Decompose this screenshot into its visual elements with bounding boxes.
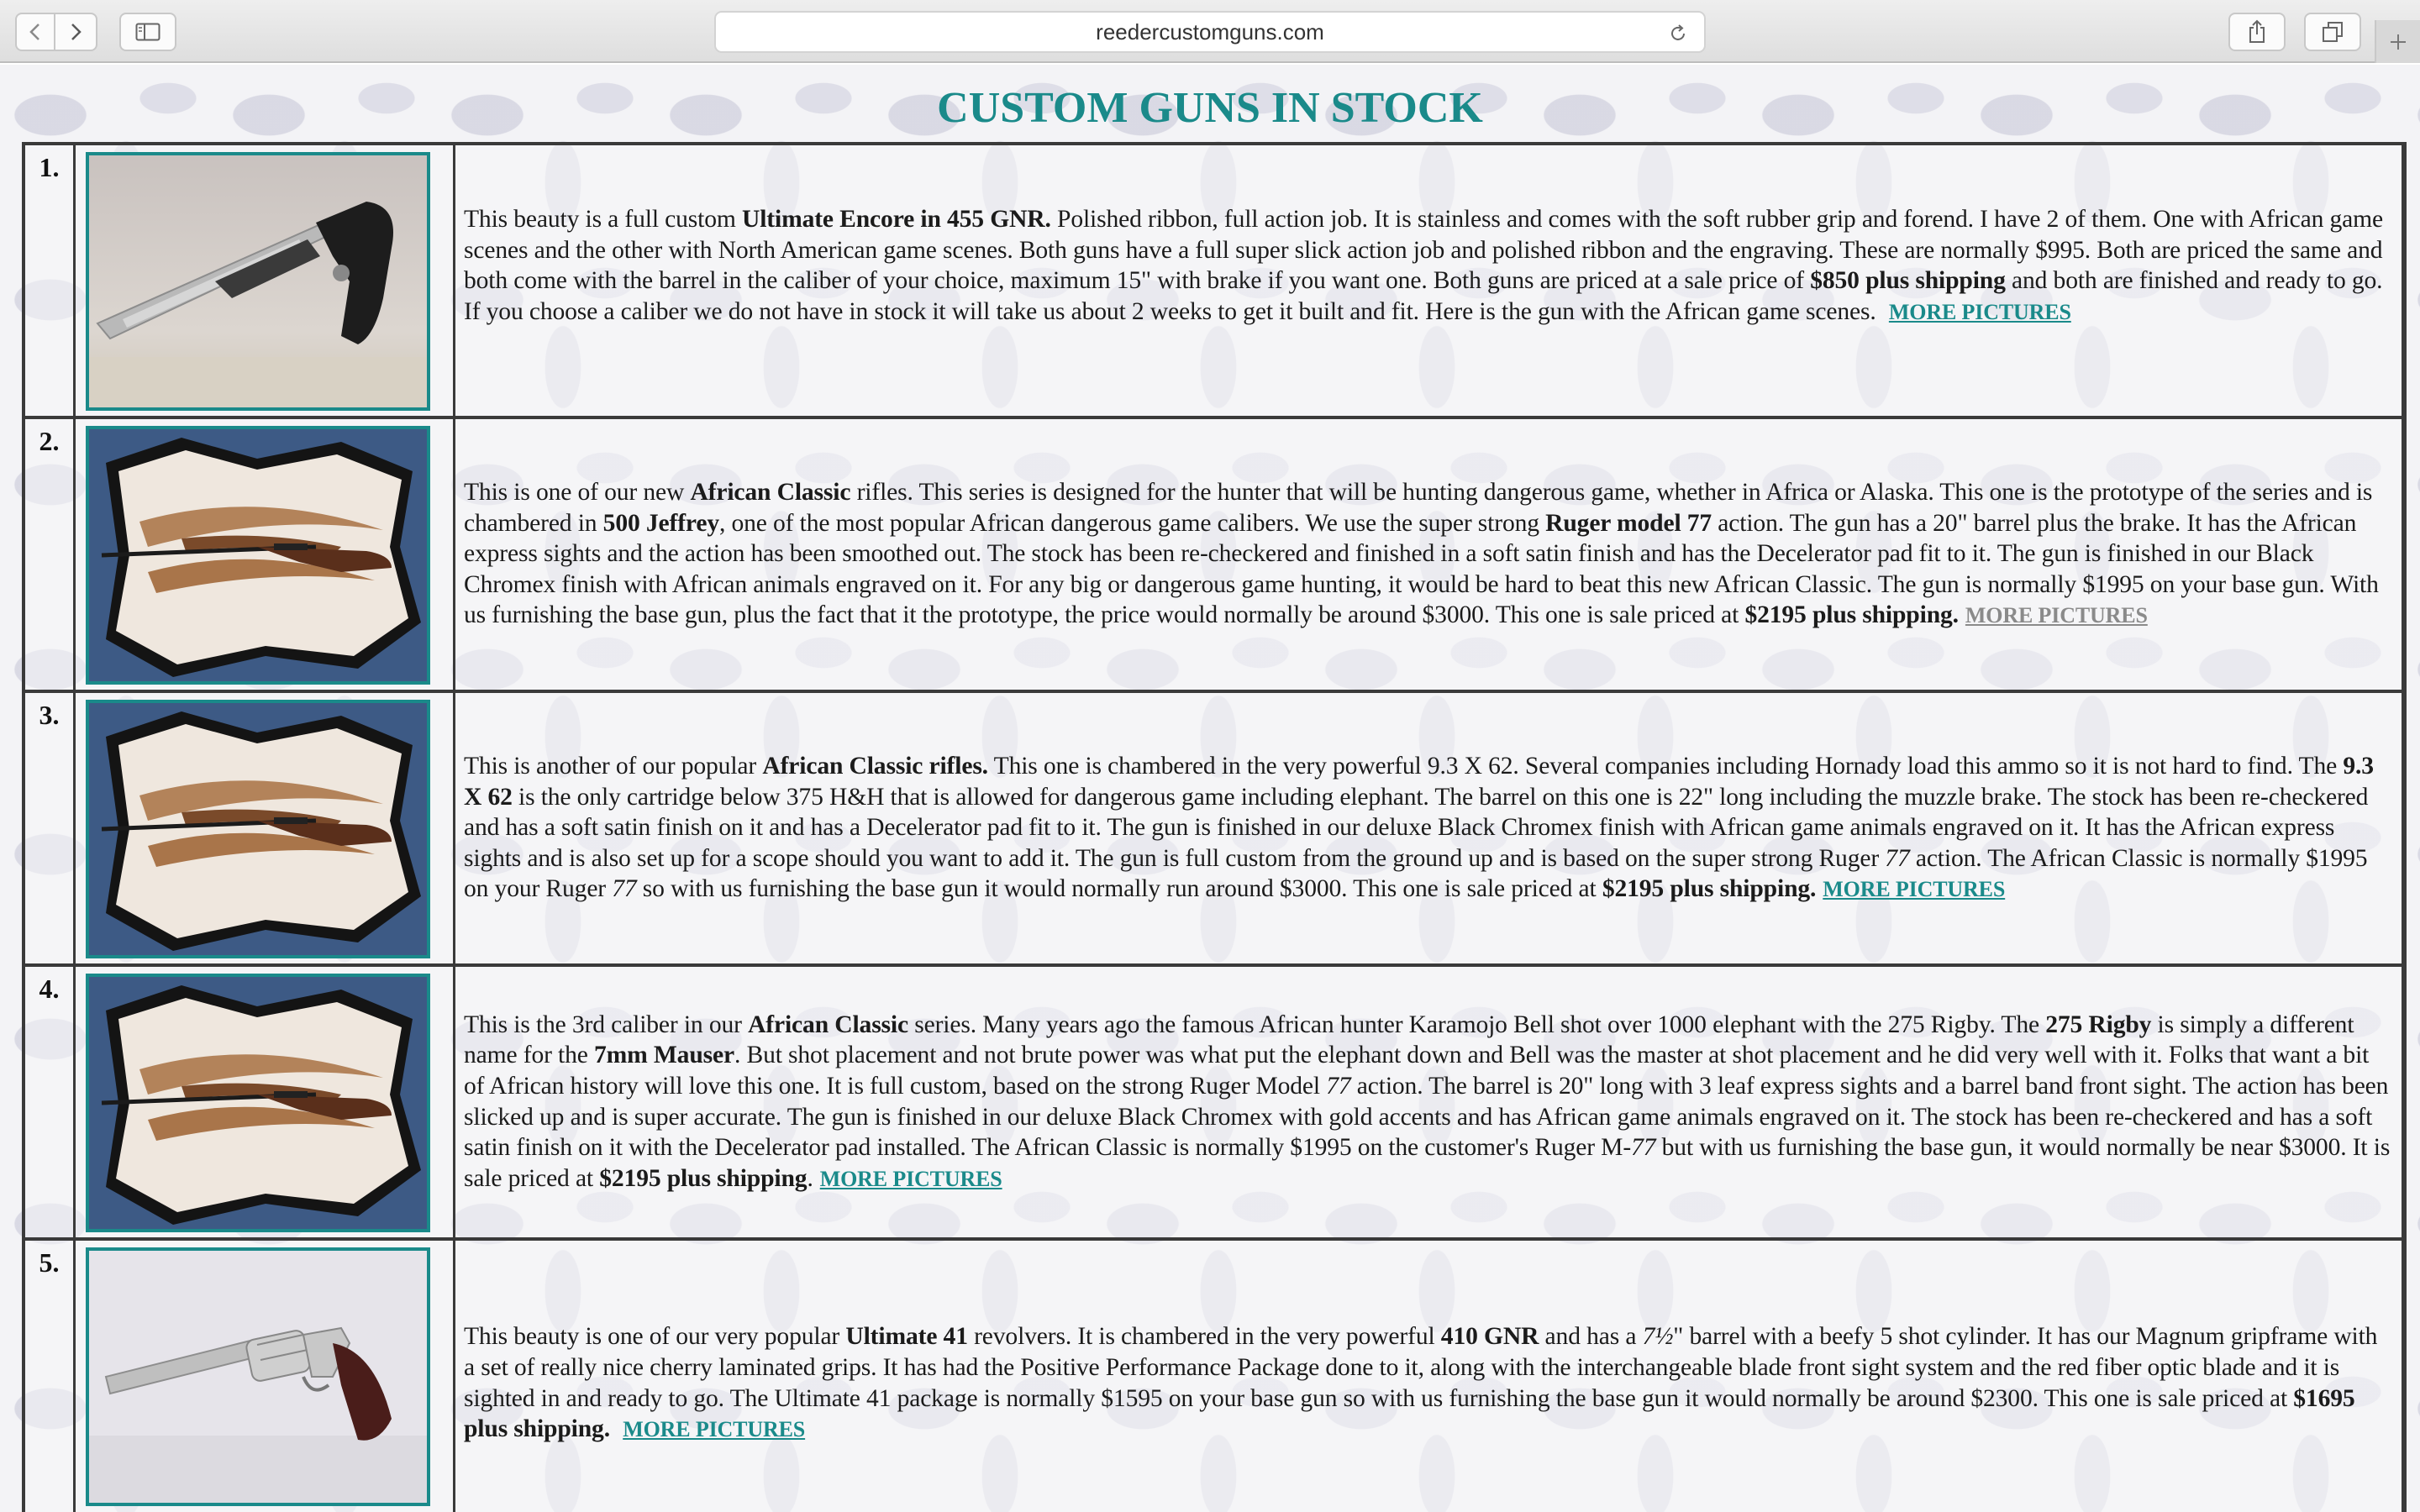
text-run: series. Many years ago the famous African hunter Karamojo Bell shot over 1000 elephant with the 275 Rigby. The xyxy=(908,1011,2046,1038)
image-cell xyxy=(76,967,455,1237)
bold-text: $1695 plus shipping. xyxy=(464,1384,2355,1443)
bold-text: Ultimate Encore in 455 GNR. xyxy=(742,206,1051,233)
item-number: 2. xyxy=(25,419,76,690)
back-icon xyxy=(27,22,44,42)
image-cell xyxy=(76,419,455,690)
bold-text: 7mm Mauser xyxy=(594,1042,734,1069)
item-number: 3. xyxy=(25,693,76,963)
description-cell xyxy=(455,145,2402,416)
more-pictures-link[interactable]: MORE PICTURES xyxy=(1823,877,2006,902)
forward-button[interactable] xyxy=(54,13,97,51)
text-run: action. The barrel is 20" long with 3 leaf express sights and a barrel band front sight. The action has been slicked up and is super accurate. The gun is finished in our deluxe Black Chromex with gold accents and has African game animals engraved on it. The stock has been re-checkered and has a soft satin finish on it with the Decelerator pad installed. The African Classic is normally $1995 on the customer's Ruger M- xyxy=(464,1072,2389,1162)
more-pictures-link[interactable]: MORE PICTURES xyxy=(1888,299,2071,324)
bold-text: $850 plus shipping xyxy=(1810,267,2006,295)
text-run: , one of the most popular African dangerous game calibers. We use the super strong xyxy=(719,509,1546,537)
web-page xyxy=(0,65,2420,1512)
tabs-icon xyxy=(2322,21,2344,43)
table-row xyxy=(25,419,2402,693)
image-cell xyxy=(76,145,455,416)
item-description xyxy=(464,1010,2391,1195)
reload-button[interactable] xyxy=(1664,19,1692,48)
description-cell xyxy=(455,419,2402,690)
bold-text: 410 GNR xyxy=(1440,1323,1539,1351)
bold-text: $2195 plus shipping xyxy=(599,1164,808,1192)
table-row xyxy=(25,693,2402,967)
text-run: is the only cartridge below 375 H&H that is allowed for dangerous game including elephant. The barrel on this one is 22" long including the muzzle brake. The stock has been re-checkered and has a soft satin finish on it and has a Decelerator pad fit to it. The gun is finished in our deluxe Black Chromex finish with African game animals engraved on it. It has the African express sights and is also set up for a scope should you want to add it. The gun is full custom from the ground up and is based on the super strong Ruger xyxy=(464,783,2369,872)
african-classic-rifle-photo[interactable] xyxy=(86,426,430,685)
text-run: action. The African Classic is normally $1995 on your Ruger xyxy=(464,844,2368,903)
african-classic-rifle-photo[interactable] xyxy=(86,700,430,958)
table-row xyxy=(25,967,2402,1241)
text-run: revolvers. It is chambered in the very powerful xyxy=(967,1323,1441,1351)
more-pictures-link[interactable]: MORE PICTURES xyxy=(623,1417,806,1442)
bold-text: $2195 plus shipping. xyxy=(1744,601,1959,629)
new-tab-icon xyxy=(2388,32,2408,52)
item-number: 1. xyxy=(25,145,76,416)
item-number: 4. xyxy=(25,967,76,1237)
bold-text: 9.3 X 62 xyxy=(464,753,2374,811)
text-run: This one is chambered in the very powerful 9.3 X 62. Several companies including Hornady load this ammo so it is not hard to find. The xyxy=(987,753,2344,780)
text-run: is simply a different name for the xyxy=(464,1011,2354,1069)
text-run: This beauty is one of our very popular xyxy=(464,1323,846,1351)
browser-toolbar xyxy=(0,0,2420,63)
item-description xyxy=(464,751,2391,906)
more-pictures-link[interactable]: MORE PICTURES xyxy=(1965,603,2148,628)
text-run: This is the 3rd caliber in our xyxy=(464,1011,749,1038)
bold-text: $2195 plus shipping. xyxy=(1602,875,1817,903)
description-cell xyxy=(455,693,2402,963)
bold-text: 500 Jeffrey xyxy=(602,509,719,537)
share-button[interactable] xyxy=(2228,13,2286,51)
address-text: reedercustomguns.com xyxy=(1096,18,1324,45)
reload-icon xyxy=(1668,24,1688,44)
forward-icon xyxy=(67,22,84,42)
encore-pistol-photo[interactable] xyxy=(86,152,430,411)
text-run: so with us furnishing the base gun it would normally run around $3000. This one is sale priced at xyxy=(636,875,1602,903)
bold-text: Ultimate 41 xyxy=(845,1323,968,1351)
text-run: and both are finished and ready to go. If you choose a caliber we do not have in stock it will take us about 2 weeks to get it built and fit. Here is the gun with the African game scenes. xyxy=(464,267,2383,325)
italic-text: 77 xyxy=(1326,1072,1351,1100)
text-run: action. The gun has a 20" barrel plus the brake. It has the African express sights and the action has been smoothed out. The stock has been re-checkered and finished in a soft satin finish and has the Decelerator pad fit to it. The gun is finished in our Black Chromex finish with African animals engraved on it. For any big or dangerous game hunting, it would be hard to beat this new African Classic. The gun is normally $1995 on your base gun. With us furnishing the base gun, plus the fact that it the prototype, the price would normally be around $3000. This one is sale priced at xyxy=(464,509,2379,629)
item-description xyxy=(464,1321,2391,1445)
table-row xyxy=(25,145,2402,419)
italic-text: 77 xyxy=(1885,844,1910,872)
text-run: . xyxy=(807,1164,813,1192)
share-icon xyxy=(2247,19,2267,45)
text-run: " barrel with a beefy 5 shot cylinder. It has our Magnum gripframe with a set of really nice cherry laminated grips. It has had the Positive Performance Package done to it, along with the interchangeable blade front sight system and the red fiber optic blade and it is sighted in and ready to go. The Ultimate 41 package is normally $1595 on your base gun so with us furnishing the base gun it would normally be around $2300. This one is sale priced at xyxy=(464,1323,2378,1412)
stock-table xyxy=(22,142,2407,1512)
item-description xyxy=(464,477,2391,632)
item-description xyxy=(464,204,2391,328)
italic-text: 7½ xyxy=(1642,1323,1674,1351)
sidebar-icon xyxy=(135,23,160,41)
text-run: This is another of our popular xyxy=(464,753,763,780)
revolver-photo[interactable] xyxy=(86,1247,430,1506)
bold-text: African Classic xyxy=(690,479,851,507)
bold-text: Ruger model 77 xyxy=(1545,509,1712,537)
description-cell xyxy=(455,967,2402,1237)
image-cell xyxy=(76,1241,455,1512)
new-tab-button[interactable] xyxy=(2375,20,2420,63)
back-button[interactable] xyxy=(15,13,55,51)
italic-text: 77 xyxy=(612,875,637,903)
bold-text: 275 Rigby xyxy=(2045,1011,2152,1038)
item-number: 5. xyxy=(25,1241,76,1512)
bold-text: African Classic rifles. xyxy=(762,753,988,780)
text-run: rifles. This series is designed for the hunter that will be hunting dangerous game, whether in Africa or Alaska. This one is the prototype of the series and is chambered in xyxy=(464,479,2373,537)
text-run: but with us furnishing the base gun, it would normally be near $3000. It is sale priced at xyxy=(464,1134,2391,1192)
text-run xyxy=(610,1415,616,1442)
table-row xyxy=(25,1241,2402,1512)
text-run: This is one of our new xyxy=(464,479,691,507)
image-cell xyxy=(76,693,455,963)
italic-text: 77 xyxy=(1631,1134,1656,1162)
bold-text: African Classic xyxy=(748,1011,908,1038)
address-bar[interactable] xyxy=(714,11,1706,53)
text-run: and has a xyxy=(1539,1323,1643,1351)
african-classic-rifle-photo[interactable] xyxy=(86,974,430,1232)
more-pictures-link[interactable]: MORE PICTURES xyxy=(819,1166,1002,1191)
text-run: . But shot placement and not brute power was what put the elephant down and Bell was the master at shot placement and he did very well with it. Folks that want a bit of African history will love this one. It is full custom, based on the strong Ruger Model xyxy=(464,1042,2370,1100)
text-run: Polished ribbon, full action job. It is stainless and comes with the soft rubber grip and forend. I have 2 of them. One with African game scenes and the other with North American game scenes. Both guns have a full super slick action job and polished ribbon and the engraving. These are normally $995. Both are priced the same and both come with the barrel in the caliber of your choice, maximum 15" with brake if you want one. Both guns are priced at a sale price of xyxy=(464,206,2383,295)
tabs-button[interactable] xyxy=(2304,13,2361,51)
sidebar-button[interactable] xyxy=(119,13,176,51)
text-run: This beauty is a full custom xyxy=(464,206,742,233)
page-title: CUSTOM GUNS IN STOCK xyxy=(937,84,1483,132)
description-cell xyxy=(455,1241,2402,1512)
